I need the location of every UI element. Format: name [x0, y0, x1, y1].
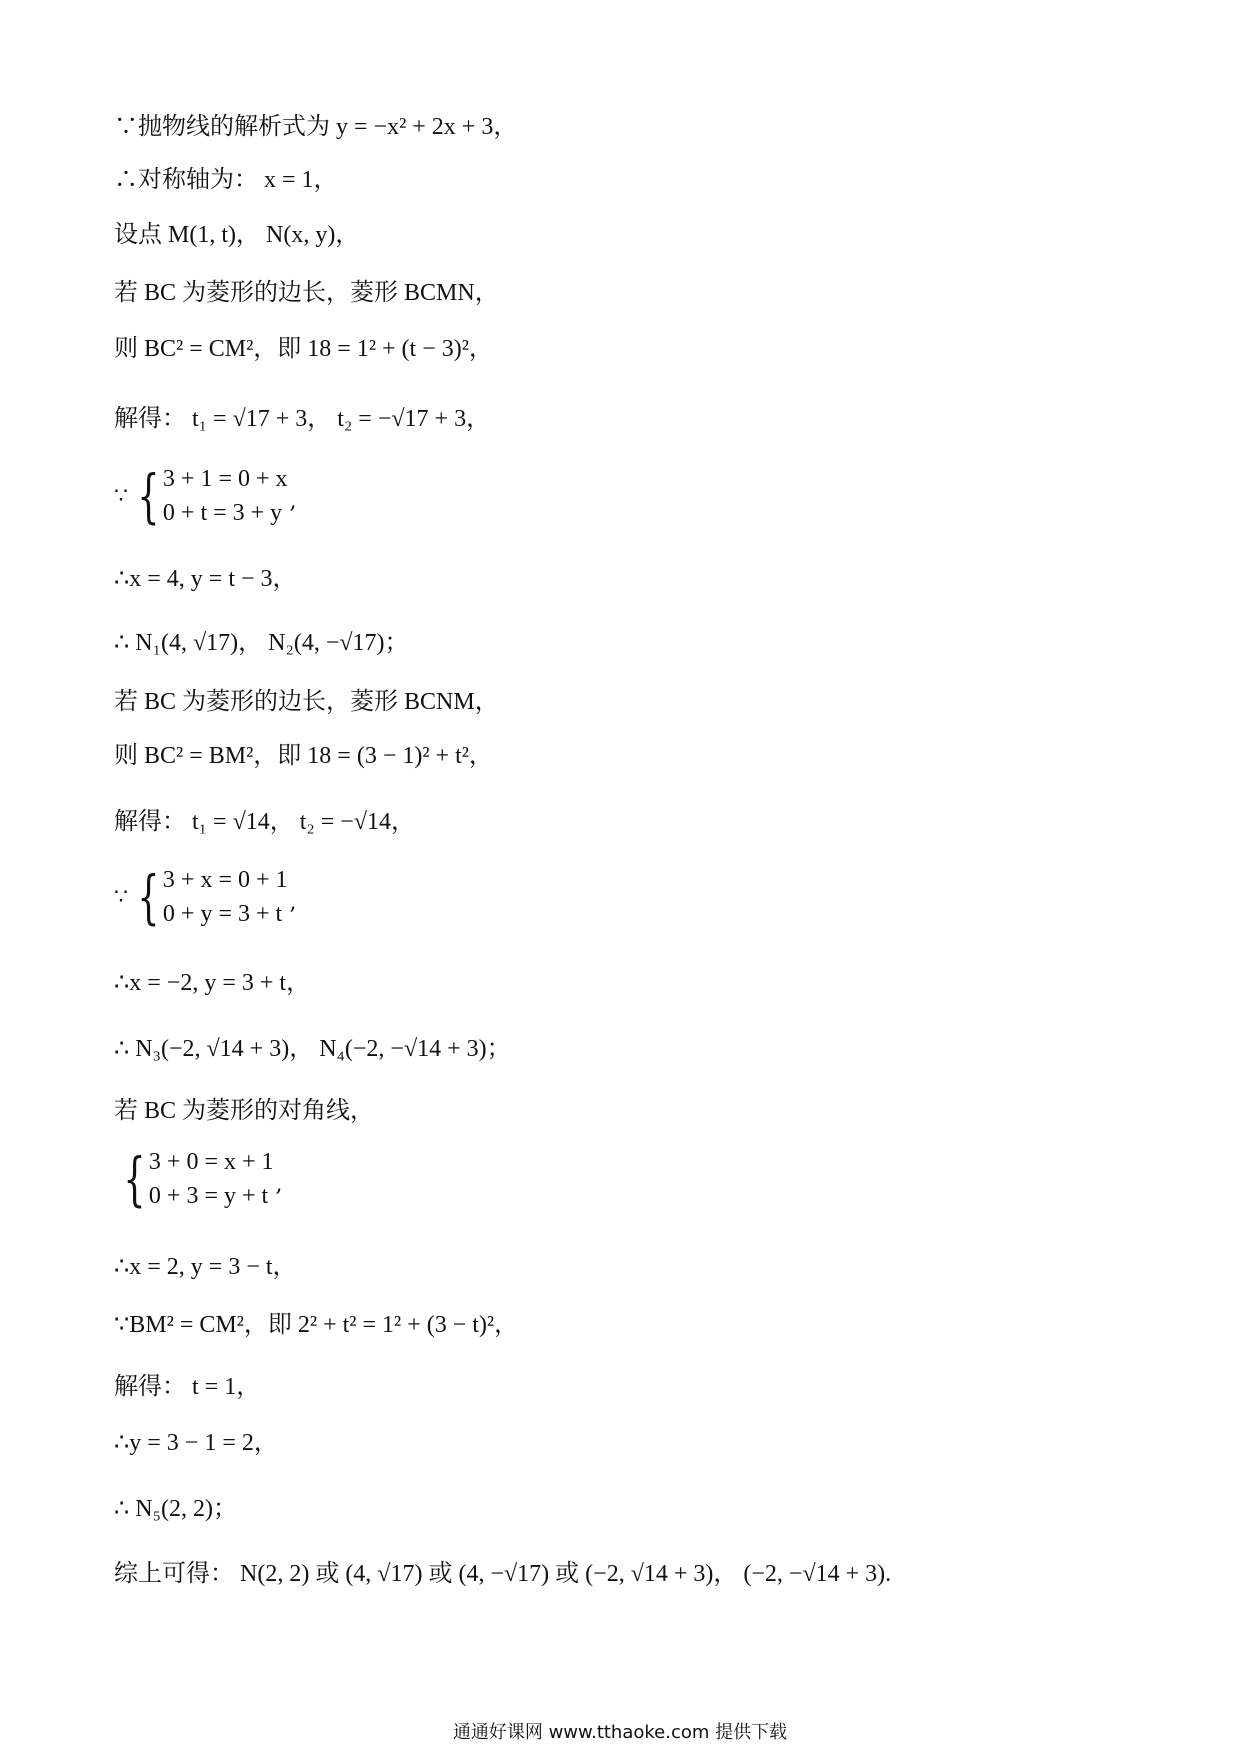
brace-icon: {: [123, 1145, 146, 1213]
text-line: 若 BC 为菱形的边长，菱形 BCMN，: [114, 280, 499, 306]
text-line: 解得： t₁ = √14， t₂ = −√14，: [114, 809, 416, 835]
because-symbol: ∵: [114, 884, 128, 910]
system-row: 0 + t = 3 + y: [162, 500, 283, 526]
text-line: 则 BC² = BM²，即 18 = (3 − 1)² + t²，: [114, 743, 493, 769]
equation-system: [114, 1145, 283, 1213]
text-line: ∴y = 3 − 1 = 2，: [114, 1430, 278, 1456]
system-row: 0 + 3 = y + t: [148, 1183, 269, 1209]
text-line: ∴对称轴为： x = 1，: [114, 167, 338, 193]
text-line: ∴x = 4, y = t − 3，: [114, 566, 297, 592]
equation-system: [114, 462, 297, 530]
system-row: 3 + 0 = x + 1: [148, 1149, 274, 1175]
system-row: 3 + 1 = 0 + x: [162, 466, 288, 492]
text-line: ∴x = 2, y = 3 − t，: [114, 1254, 297, 1280]
brace-icon: {: [137, 462, 160, 530]
system-suffix: ,: [275, 1171, 283, 1197]
text-line: 设点 M(1, t)， N(x, y)，: [114, 222, 360, 248]
text-line: 则 BC² = CM²，即 18 = 1² + (t − 3)²，: [114, 336, 493, 362]
text-line: ∴ N₁(4, √17)， N₂(4, −√17)；: [114, 630, 409, 656]
conclusion-line: 综上可得： N(2, 2) 或 (4, √17) 或 (4, −√17) 或 (−2, √14 + 3)， (−2, −√14 + 3).: [114, 1561, 892, 1587]
because-symbol: ∵: [114, 483, 128, 509]
text-line: 解得： t = 1，: [114, 1374, 261, 1400]
system-rows: [149, 1145, 274, 1213]
text-line: ∵抛物线的解析式为 y = −x² + 2x + 3，: [114, 114, 518, 140]
system-row: 0 + y = 3 + t: [162, 901, 283, 927]
text-line: 若 BC 为菱形的对角线，: [114, 1098, 375, 1124]
system-rows: [163, 462, 288, 530]
brace-icon: {: [137, 863, 160, 931]
text-line: 若 BC 为菱形的边长，菱形 BCNM，: [114, 689, 499, 715]
system-row: 3 + x = 0 + 1: [162, 867, 288, 893]
system-suffix: ,: [289, 889, 297, 915]
text-line: 解得： t₁ = √17 + 3， t₂ = −√17 + 3，: [114, 406, 491, 432]
system-rows: [163, 863, 288, 931]
text-line: ∴x = −2, y = 3 + t，: [114, 970, 311, 996]
equation-system: [114, 863, 297, 931]
page-footer: 通通好课网 www.tthaoke.com 提供下载: [452, 1722, 788, 1743]
text-line: ∴ N₃(−2, √14 + 3)， N₄(−2, −√14 + 3)；: [114, 1036, 511, 1062]
system-suffix: ,: [289, 488, 297, 514]
text-line: ∴ N₅(2, 2)；: [114, 1496, 237, 1522]
text-line: ∵BM² = CM²，即 2² + t² = 1² + (3 − t)²，: [114, 1312, 519, 1338]
